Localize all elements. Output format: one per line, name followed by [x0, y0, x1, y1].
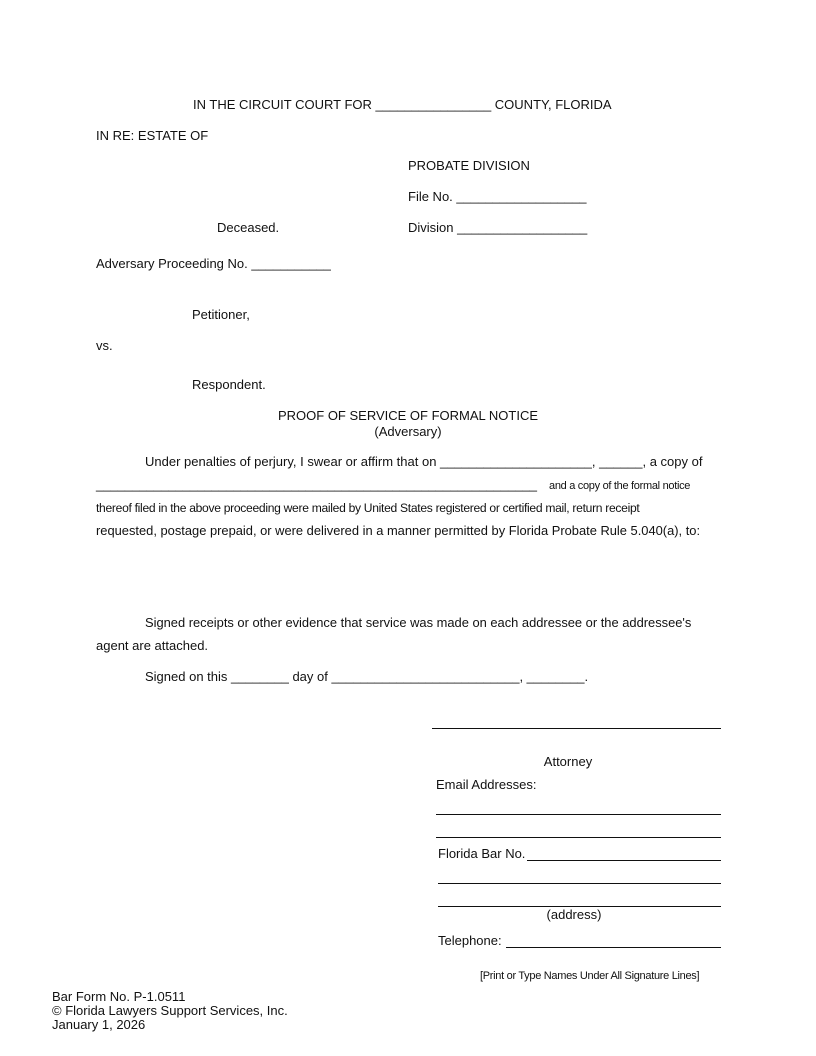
adversary-proceeding-field: Adversary Proceeding No. ___________: [96, 256, 331, 271]
signed-on-line: Signed on this ________ day of __________________________, ________.: [145, 669, 589, 684]
body-paragraph-1-line-3: thereof filed in the above proceeding were mailed by United States registered or certified mail, return receipt: [96, 501, 640, 515]
florida-bar-number-line: [527, 860, 721, 861]
court-heading: IN THE CIRCUIT COURT FOR ________________ COUNTY, FLORIDA: [193, 97, 612, 112]
print-names-note: [Print or Type Names Under All Signature Lines]: [480, 970, 700, 982]
document-title: PROOF OF SERVICE OF FORMAL NOTICE: [277, 408, 539, 423]
body-paragraph-2-line-1: Signed receipts or other evidence that service was made on each addressee or the addressee's: [145, 615, 692, 630]
body-paragraph-2-line-2: agent are attached.: [96, 638, 209, 653]
body-paragraph-1-blank: _____________________________________________________________: [96, 477, 538, 492]
signature-line: [432, 728, 721, 729]
attorney-label: Attorney: [543, 754, 593, 769]
address-label: (address): [546, 907, 602, 922]
telephone-label: Telephone:: [438, 933, 502, 948]
body-paragraph-1-line-4: requested, postage prepaid, or were delivered in a manner permitted by Florida Probate Rule 5.040(a), to:: [96, 523, 701, 538]
body-paragraph-1-line-1: Under penalties of perjury, I swear or affirm that on _____________________, ______, a copy of: [145, 454, 703, 469]
versus-label: vs.: [96, 338, 113, 353]
email-line-2: [436, 837, 721, 838]
probate-division-label: PROBATE DIVISION: [408, 158, 530, 173]
email-addresses-label: Email Addresses:: [436, 777, 537, 792]
deceased-label: Deceased.: [217, 220, 280, 235]
respondent-label: Respondent.: [192, 377, 266, 392]
division-field: Division __________________: [408, 220, 588, 235]
telephone-line: [506, 947, 721, 948]
in-re-label: IN RE: ESTATE OF: [96, 128, 209, 143]
document-subtitle: (Adversary): [374, 424, 442, 439]
body-paragraph-1-line-2-tail: and a copy of the formal notice: [549, 480, 691, 492]
bar-form-number: Bar Form No. P-1.0511: [52, 989, 186, 1004]
copyright-notice: © Florida Lawyers Support Services, Inc.: [52, 1003, 288, 1018]
form-date: January 1, 2026: [52, 1017, 146, 1032]
petitioner-label: Petitioner,: [192, 307, 250, 322]
email-line-1: [436, 814, 721, 815]
florida-bar-number-label: Florida Bar No.: [438, 846, 526, 861]
file-number-field: File No. __________________: [408, 189, 587, 204]
address-line-1: [438, 883, 721, 884]
